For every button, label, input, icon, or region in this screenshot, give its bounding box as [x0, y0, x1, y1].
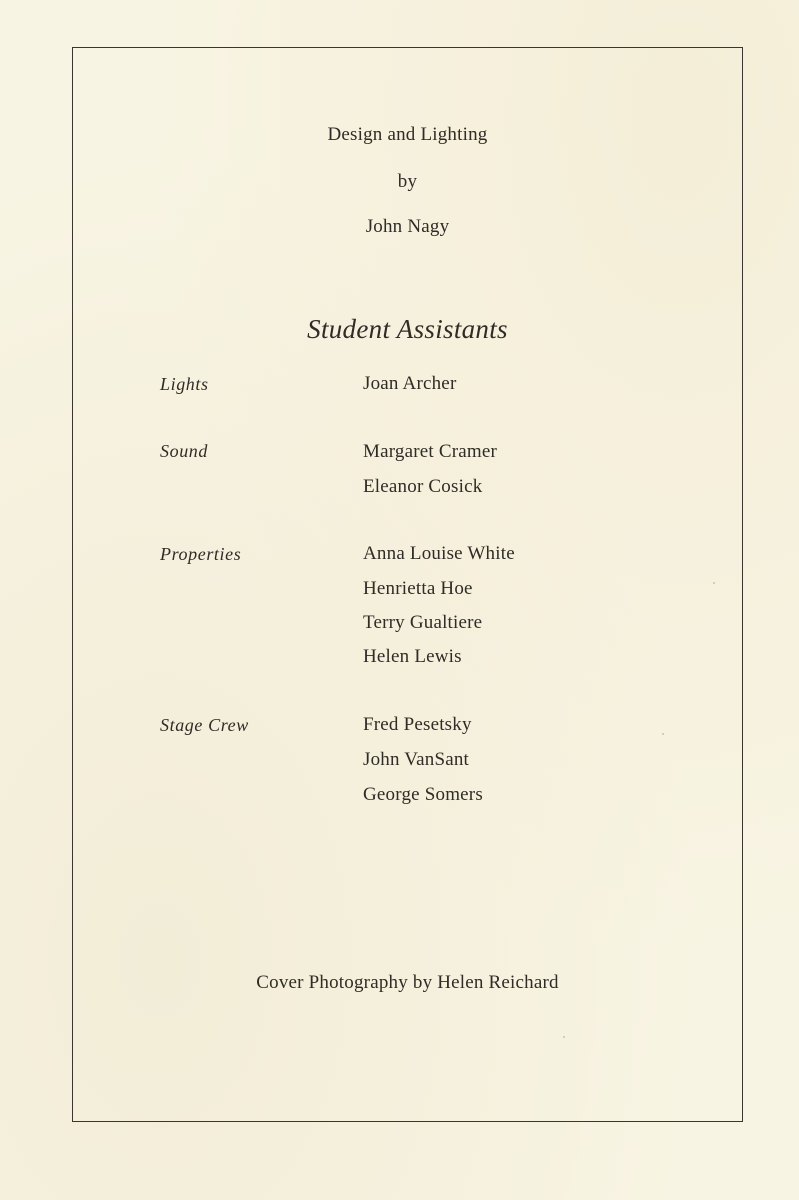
assistant-name: John VanSant [363, 749, 470, 770]
assistant-name: Fred Pesetsky [363, 714, 472, 735]
assistant-name: Terry Gualtiere [363, 612, 483, 633]
assistant-name: George Somers [363, 784, 483, 805]
assistant-name: Margaret Cramer [363, 441, 498, 462]
student-assistants-heading: Student Assistants [307, 314, 508, 344]
assistant-name: Helen Lewis [363, 646, 462, 667]
designer-name: John Nagy [365, 216, 450, 237]
role-lights: Lights [160, 374, 209, 394]
paper-speck [713, 582, 715, 584]
role-stage-crew: Stage Crew [160, 715, 249, 735]
assistant-name: Henrietta Hoe [363, 578, 473, 599]
assistant-name: Anna Louise White [363, 543, 515, 564]
cover-photography-credit: Cover Photography by Helen Reichard [256, 972, 559, 993]
assistant-name: Joan Archer [363, 373, 457, 394]
role-sound: Sound [160, 441, 208, 461]
paper-speck [563, 1036, 565, 1038]
role-properties: Properties [160, 544, 242, 564]
by-word: by [397, 171, 418, 192]
design-title: Design and Lighting [327, 124, 488, 145]
paper-speck [662, 733, 664, 735]
assistant-name: Eleanor Cosick [363, 476, 483, 497]
